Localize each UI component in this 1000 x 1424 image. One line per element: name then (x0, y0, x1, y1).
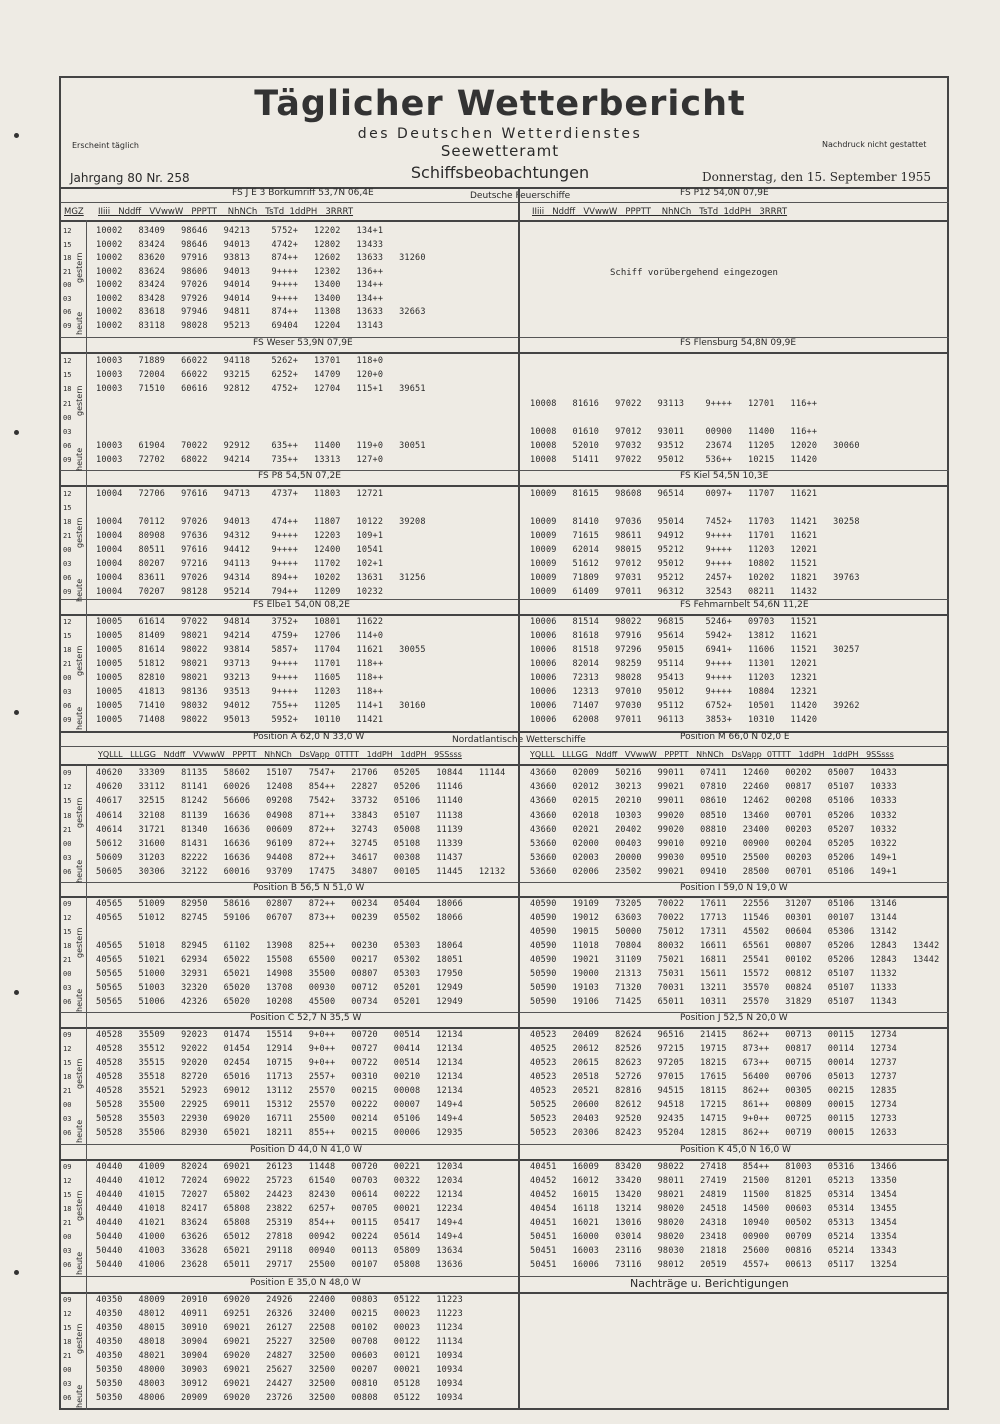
hour-label: 21 (63, 532, 72, 540)
hour-label: 00 (63, 546, 72, 554)
table-row: 40440 41009 82024 69021 26123 11448 00720 00221 12034 (96, 1162, 463, 1172)
hour-label: 03 (63, 1380, 72, 1388)
divider (60, 352, 949, 354)
table-row: 40565 51012 82745 59106 06707 873++ 00239 05502 18066 (96, 913, 463, 923)
table-row: 10008 01610 97012 93011 00900 11400 116++ (530, 427, 818, 437)
hour-label: 18 (63, 1073, 72, 1081)
hour-label: 12 (63, 783, 72, 792)
hour-label: 03 (63, 688, 72, 696)
hour-label: 00 (63, 281, 72, 289)
divider (60, 470, 949, 471)
table-row: 50590 19000 21313 75031 15611 15572 00812 05107 11332 (530, 969, 897, 979)
hour-label: 06 (63, 1261, 72, 1269)
hour-label: 03 (63, 428, 72, 436)
table-row: 40590 11018 70804 80032 16611 65561 00807 05206 12843 13442 (530, 941, 940, 951)
table-row: 50350 48006 20909 69020 23726 32500 00808 05122 10934 (96, 1393, 463, 1403)
table-row: 10004 83611 97026 94314 894++ 10202 13631 31256 (96, 573, 426, 583)
table-row: 50590 19103 71320 70031 13211 35570 00824 05107 11333 (530, 983, 897, 993)
table-row: 10002 83618 97946 94811 874++ 11308 13633 32663 (96, 307, 426, 317)
table-row: 53660 02006 23502 99021 09410 28500 00701 05106 149+1 (530, 867, 897, 878)
hour-label: 06 (63, 998, 72, 1006)
hour-label: 15 (63, 1191, 72, 1199)
divider (60, 1012, 949, 1013)
day-label-gestern: gestern (75, 252, 84, 283)
table-row: 10009 81410 97036 95014 7452+ 11703 11421 30258 (530, 517, 860, 527)
divider (60, 1159, 949, 1161)
day-label-gestern: gestern (75, 927, 84, 958)
table-row: 50350 48000 30903 69021 25627 32500 00207 00021 10934 (96, 1365, 463, 1375)
day-label-gestern: gestern (75, 645, 84, 676)
table-row: 10006 81514 98022 96815 5246+ 09703 11521 (530, 617, 818, 627)
hour-label: 09 (63, 588, 72, 596)
table-row: 50565 51000 32931 65021 14908 35500 00807 05303 17950 (96, 969, 463, 979)
hour-label: 03 (63, 1247, 72, 1255)
table-row: 40525 20612 82526 97215 19715 873++ 00817 00114 12734 (530, 1044, 897, 1054)
hour-label: 06 (63, 868, 72, 877)
table-row: 40452 16015 13420 98021 24819 11500 81825 05314 13454 (530, 1190, 897, 1200)
day-label-heute: heute (75, 859, 84, 883)
table-row: 50590 19106 71425 65011 10311 25570 31829 05107 11343 (530, 997, 897, 1007)
table-row: 40451 16021 13016 98020 24318 10940 00502 05313 13454 (530, 1218, 897, 1228)
table-row: 10003 61904 70022 92912 635++ 11400 119+0 30051 (96, 441, 426, 452)
column-header-nordatlantik-left: YQLLL LLLGG Nddff VVwwW PPPTT NhNCh DsVapp 0TTTT 1ddPH 1ddPH 9SSsss (98, 750, 462, 759)
table-row: 40565 51021 62934 65022 15508 65500 00217 05302 18051 (96, 955, 463, 965)
table-row: 40617 32515 81242 56606 09208 7542+ 33732 05106 11140 (96, 796, 463, 807)
divider (518, 187, 520, 1410)
table-row: 53660 02003 20000 99030 09510 25500 00203 05206 149+1 (530, 853, 897, 864)
day-label-heute: heute (75, 578, 84, 602)
hour-label: 00 (63, 1233, 72, 1241)
table-row: 10002 83624 98606 94013 9++++ 12302 136++ (96, 266, 384, 277)
hour-label: 03 (63, 1115, 72, 1123)
table-row: 40350 48009 20910 69020 24926 22400 00803 05122 11223 (96, 1295, 463, 1305)
ship-name-elbe1: FS Elbe1 54,0N 08,2E (253, 600, 350, 610)
divider (60, 1144, 949, 1145)
table-row: 50565 51003 32320 65020 13708 00930 00712 05201 12949 (96, 983, 463, 993)
hour-label: 18 (63, 811, 72, 820)
position-c-name: Position C 52,7 N 35,5 W (250, 1013, 362, 1023)
day-label-heute: heute (75, 988, 84, 1012)
table-row: 10004 80207 97216 94113 9++++ 11702 102+1 (96, 559, 384, 569)
day-label-gestern: gestern (75, 1190, 84, 1221)
table-row: 50565 51006 42326 65020 10208 45500 00734 05201 12949 (96, 997, 463, 1007)
table-row: 10004 80908 97636 94312 9++++ 12203 109+1 (96, 531, 384, 541)
hour-label: 09 (63, 1031, 72, 1039)
hour-label: 09 (63, 321, 72, 330)
hour-label: 21 (63, 956, 72, 964)
table-row: 50523 20306 82423 95204 12815 862++ 00719 00015 12633 (530, 1128, 897, 1138)
table-row: 40590 19012 63603 70022 17713 11546 00301 00107 13144 (530, 913, 897, 923)
table-row: 50609 31203 82222 16636 94408 872++ 34617 00308 11437 (96, 853, 463, 864)
ship-name-kiel: FS Kiel 54,5N 10,3E (680, 471, 769, 481)
hour-label: 06 (63, 574, 72, 582)
issue-date: Donnerstag, den 15. September 1955 (702, 170, 931, 184)
column-header-feuerschiffe-right: IIiii Nddff VVwwW PPPTT NhNCh TsTd 1ddPH 3RRRT (532, 207, 788, 217)
position-m-name: Position M 66,0 N 02,0 E (680, 732, 790, 742)
hour-label: 00 (63, 970, 72, 978)
office-name: Seewetteramt (440, 142, 560, 160)
hour-label: 21 (63, 1219, 72, 1227)
table-row: 40523 20615 82623 97205 18215 673++ 00715 00014 12737 (530, 1058, 897, 1068)
hour-label: 00 (63, 840, 72, 848)
divider (60, 220, 949, 222)
table-row: 10002 83424 98646 94013 4742+ 12802 13433 (96, 239, 384, 250)
table-row: 40350 48012 40911 69251 26326 32400 00215 00023 11223 (96, 1309, 463, 1319)
table-row: 10005 81409 98021 94214 4759+ 12706 114+0 (96, 631, 384, 641)
hour-label: 09 (63, 716, 72, 724)
divider (60, 202, 949, 203)
position-a-name: Position A 62,0 N 33,0 W (253, 732, 365, 742)
binder-hole (14, 1270, 19, 1275)
hour-label: 18 (63, 1205, 72, 1213)
binder-hole (14, 710, 19, 715)
section-title: Schiffsbeobachtungen (410, 163, 590, 182)
table-row: 50451 16006 73116 98012 20519 4557+ 00613 05117 13254 (530, 1260, 897, 1270)
table-row: 40528 35512 92022 01454 12914 9+0++ 00727 00414 12134 (96, 1044, 463, 1054)
table-row: 10002 83620 97916 93813 874++ 12602 13633 31260 (96, 253, 426, 263)
hour-label: 18 (63, 518, 72, 526)
hour-label: 21 (63, 267, 72, 276)
table-row: 10009 71615 98611 94912 9++++ 11701 11621 (530, 531, 818, 541)
table-row: 10009 71809 97031 95212 2457+ 10202 11821 39763 (530, 573, 860, 583)
hour-label: 12 (63, 1310, 72, 1318)
page-subtitle: des Deutschen Wetterdienstes (357, 126, 643, 142)
table-row: 50451 16003 23116 98030 21818 25600 00816 05214 13343 (530, 1246, 897, 1256)
table-row: 40454 16118 13214 98020 24518 14500 00603 05314 13455 (530, 1204, 897, 1214)
table-row: 50605 30306 32122 60016 93709 17475 34807 00105 11445 12132 (96, 867, 506, 878)
p12-status-note: Schiff vorübergehend eingezogen (610, 268, 778, 278)
day-label-gestern: gestern (75, 517, 84, 548)
table-row: 50525 20600 82612 94518 17215 861++ 00809 00015 12734 (530, 1100, 897, 1110)
hour-label: 00 (63, 1366, 72, 1374)
table-row: 10005 61614 97022 94814 3752+ 10801 11622 (96, 617, 384, 627)
hour-label: 12 (63, 1045, 72, 1053)
table-row: 10005 41813 98136 93513 9++++ 11203 118++ (96, 687, 384, 697)
hour-label: 00 (63, 674, 72, 682)
table-row: 40440 41015 72027 65802 24423 82430 00614 00222 12134 (96, 1190, 463, 1200)
table-row: 40590 19021 31109 75021 16811 25541 00102 05206 12843 13442 (530, 955, 940, 965)
table-row: 10008 51411 97022 95012 536++ 10215 11420 (530, 455, 818, 466)
divider (60, 731, 949, 733)
table-row: 10008 81616 97022 93113 9++++ 12701 116++ (530, 398, 818, 409)
hour-label: 15 (63, 632, 72, 640)
ship-name-fehmarnbelt: FS Fehmarnbelt 54,6N 11,2E (680, 600, 809, 610)
nachtraege-heading: Nachträge u. Berichtigungen (630, 1277, 789, 1290)
hour-label: 21 (63, 1352, 72, 1360)
table-row: 10003 72004 66022 93215 6252+ 14709 120+0 (96, 370, 384, 381)
hour-label: 03 (63, 854, 72, 863)
hour-label: 12 (63, 490, 72, 498)
divider (60, 1276, 949, 1277)
hour-label: 06 (63, 442, 72, 451)
hour-label: 18 (63, 1338, 72, 1346)
table-row: 10004 80511 97616 94412 9++++ 12400 10541 (96, 545, 384, 555)
divider (60, 882, 949, 883)
table-row: 50528 35506 82930 65021 18211 855++ 00215 00006 12935 (96, 1128, 463, 1138)
hour-label: 15 (63, 797, 72, 806)
day-label-gestern: gestern (75, 1323, 84, 1354)
hour-label: 09 (63, 1296, 72, 1304)
column-header-nordatlantik-right: YQLLL LLLGG Nddff VVwwW PPPTT NhNCh DsVapp 0TTTT 1ddPH 1ddPH 9SSsss (530, 750, 894, 759)
table-row: 10005 51812 98021 93713 9++++ 11701 118++ (96, 659, 384, 669)
table-row: 40523 20521 82816 94515 18115 862++ 00305 00215 12835 (530, 1086, 897, 1096)
table-row: 10005 71410 98032 94012 755++ 11205 114+1 30160 (96, 701, 426, 711)
table-row: 40620 33112 81141 60026 12408 854++ 22827 05206 11146 (96, 782, 463, 793)
hour-label: 12 (63, 227, 72, 235)
copyright-note: Nachdruck nicht gestattet (822, 140, 927, 149)
position-e-name: Position E 35,0 N 48,0 W (250, 1278, 361, 1288)
deutsche-feuerschiffe-label: Deutsche Feuerschiffe (470, 191, 571, 201)
table-row: 40528 35509 92023 01474 15514 9+0++ 00720 00514 12134 (96, 1030, 463, 1040)
hour-label: 12 (63, 357, 72, 365)
day-label-heute: heute (75, 1384, 84, 1408)
table-row: 10009 81615 98608 96514 0097+ 11707 11621 (530, 489, 818, 499)
hour-label: 00 (63, 413, 72, 422)
table-row: 50528 35503 22930 69020 16711 25500 00214 05106 149+4 (96, 1114, 463, 1124)
day-label-heute: heute (75, 706, 84, 730)
column-header-feuerschiffe-left: IIiii Nddff VVwwW PPPTT NhNCh TsTd 1ddPH 3RRRT (98, 207, 354, 217)
table-row: 50523 20403 92520 92435 14715 9+0++ 00725 00115 12733 (530, 1114, 897, 1124)
divider (60, 1292, 949, 1294)
hour-label: 21 (63, 660, 72, 668)
table-row: 40523 20409 82624 96516 21415 862++ 00713 00115 12734 (530, 1030, 897, 1040)
position-b-name: Position B 56,5 N 51,0 W (253, 883, 365, 893)
table-row: 50440 41003 33628 65021 29118 00940 00113 05809 13634 (96, 1246, 463, 1256)
hour-label: 21 (63, 825, 72, 834)
hour-label: 15 (63, 371, 72, 380)
table-row: 40523 20518 52726 97015 17615 56400 00706 05013 12737 (530, 1072, 897, 1082)
table-row: 10006 81618 97916 95614 5942+ 13812 11621 (530, 631, 818, 641)
table-row: 40350 48015 30910 69021 26127 22508 00102 00023 11234 (96, 1323, 463, 1333)
table-row: 40565 51009 82950 58616 02807 872++ 00234 05404 18066 (96, 899, 463, 909)
table-row: 10009 51612 97012 95012 9++++ 10802 11521 (530, 559, 818, 569)
table-row: 40440 41012 72024 69022 25723 61540 00703 00322 12034 (96, 1176, 463, 1186)
table-row: 10006 72313 98028 95413 9++++ 11203 12321 (530, 673, 818, 683)
divider (60, 764, 949, 766)
table-row: 43660 02018 10303 99020 08510 13460 00701 05206 10332 (530, 810, 897, 821)
table-row: 40590 19109 73205 70022 17611 22556 31207 05106 13146 (530, 899, 897, 909)
divider (86, 220, 87, 731)
divider (60, 187, 949, 189)
hour-label: 21 (63, 399, 72, 408)
hour-label: 18 (63, 942, 72, 950)
table-row: 10009 61409 97011 96312 32543 08211 11432 (530, 587, 818, 597)
table-row: 50528 35500 22925 69011 15312 25570 00222 00007 149+4 (96, 1100, 463, 1110)
table-row: 43660 02009 50216 99011 07411 12460 00202 05007 10433 (530, 768, 897, 778)
hour-label: 15 (63, 240, 72, 249)
nordatlantik-label: Nordatlantische Wetterschiffe (452, 735, 586, 745)
day-label-gestern: gestern (75, 385, 84, 416)
table-row: 10005 82810 98021 93213 9++++ 11605 118++ (96, 673, 384, 683)
hour-label: 09 (63, 900, 72, 908)
hour-label: 15 (63, 1324, 72, 1332)
table-row: 40528 35515 92020 02454 10715 9+0++ 00722 00514 12134 (96, 1058, 463, 1068)
table-row: 50451 16000 03014 98020 23418 00900 00709 05214 13354 (530, 1232, 897, 1242)
hour-label: 12 (63, 618, 72, 626)
table-row: 53660 02000 00403 99010 09210 00900 00204 05205 10322 (530, 839, 897, 849)
table-row: 10005 81614 98022 93814 5857+ 11704 11621 30055 (96, 645, 426, 655)
day-label-heute: heute (75, 311, 84, 335)
table-row: 50612 31600 81431 16636 96109 872++ 32745 05108 11339 (96, 839, 463, 849)
binder-hole (14, 430, 19, 435)
table-row: 40614 32108 81139 16636 04908 871++ 33843 05107 11138 (96, 810, 463, 821)
ship-name-flensburg: FS Flensburg 54,8N 09,9E (680, 338, 797, 348)
ship-name-p12: FS P12 54,0N 07,9E (680, 188, 769, 198)
table-row: 10006 82014 98259 95114 9++++ 11301 12021 (530, 659, 818, 669)
publication-note: Erscheint täglich (72, 141, 139, 150)
table-row: 10002 83409 98646 94213 5752+ 12202 134+1 (96, 226, 384, 236)
table-row: 40440 41021 83624 65808 25319 854++ 00115 05417 149+4 (96, 1218, 463, 1228)
table-row: 40528 35518 82720 65016 11713 2557+ 00310 00210 12134 (96, 1072, 463, 1082)
day-label-heute: heute (75, 1119, 84, 1143)
hour-label: 06 (63, 1129, 72, 1137)
page-title: Täglicher Wetterbericht (254, 84, 746, 124)
day-label-heute: heute (75, 1251, 84, 1275)
hour-label: 06 (63, 702, 72, 710)
table-row: 10002 83428 97926 94014 9++++ 13400 134++ (96, 293, 384, 304)
ship-name-p8: FS P8 54,5N 07,2E (258, 471, 341, 481)
position-j-name: Position J 52,5 N 20,0 W (680, 1013, 788, 1023)
hour-label: 06 (63, 308, 72, 316)
hour-label: 09 (63, 769, 72, 777)
table-row: 10004 70207 98128 95214 794++ 11209 10232 (96, 587, 384, 597)
table-row: 40528 35521 52923 69012 13112 25570 00215 00008 12134 (96, 1086, 463, 1096)
table-row: 43660 02015 20210 99011 08610 12462 00208 05106 10333 (530, 796, 897, 807)
position-i-name: Position I 59,0 N 19,0 W (680, 883, 788, 893)
table-row: 10005 71408 98022 95013 5952+ 10110 11421 (96, 715, 384, 725)
table-row: 40350 48018 30904 69021 25227 32500 00708 00122 11134 (96, 1337, 463, 1347)
hour-label: 12 (63, 914, 72, 922)
table-row: 10006 81518 97296 95015 6941+ 11606 11521 30257 (530, 645, 860, 655)
table-row: 10009 62014 98015 95212 9++++ 11203 12021 (530, 545, 818, 555)
hour-label: 06 (63, 1394, 72, 1402)
hour-label: 15 (63, 504, 72, 512)
table-row: 10006 71407 97030 95112 6752+ 10501 11420 39262 (530, 701, 860, 711)
table-row: 10002 83118 98028 95213 69404 12204 13143 (96, 320, 384, 331)
table-row: 10003 72702 68022 94214 735++ 13313 127+0 (96, 455, 384, 466)
column-header-mgz: MGZ (64, 207, 84, 217)
table-row: 40590 19015 50000 75012 17311 45502 00604 05306 13142 (530, 927, 897, 937)
divider (60, 746, 949, 747)
position-d-name: Position D 44,0 N 41,0 W (250, 1145, 362, 1155)
day-label-gestern: gestern (75, 1058, 84, 1089)
hour-label: 09 (63, 456, 72, 465)
table-row: 10003 71510 60616 92812 4752+ 12704 115+1 39651 (96, 384, 426, 395)
divider (60, 614, 949, 616)
table-row: 40565 51018 82945 61102 13908 825++ 00230 05303 18064 (96, 941, 463, 951)
table-row: 10003 71889 66022 94118 5262+ 13701 118+0 (96, 356, 384, 366)
position-k-name: Position K 45,0 N 16,0 W (680, 1145, 791, 1155)
hour-label: 15 (63, 928, 72, 936)
hour-label: 18 (63, 646, 72, 654)
divider (60, 896, 949, 898)
hour-label: 15 (63, 1059, 72, 1067)
table-row: 10004 72706 97616 94713 4737+ 11803 12721 (96, 489, 384, 499)
table-row: 40620 33309 81135 58602 15107 7547+ 21706 05205 10844 11144 (96, 768, 506, 778)
binder-hole (14, 990, 19, 995)
table-row: 50440 41006 23628 65011 29717 25500 00107 05808 13636 (96, 1260, 463, 1270)
day-label-gestern: gestern (75, 797, 84, 828)
volume-number: Jahrgang 80 Nr. 258 (70, 171, 190, 185)
divider (60, 485, 949, 487)
table-row: 40452 16012 33420 98011 27419 21500 81201 05213 13350 (530, 1176, 897, 1186)
divider (60, 599, 949, 600)
table-row: 40614 31721 81340 16636 00609 872++ 32743 05008 11139 (96, 824, 463, 835)
divider (60, 1027, 949, 1029)
hour-label: 18 (63, 385, 72, 394)
divider (86, 764, 87, 1410)
hour-label: 21 (63, 1087, 72, 1095)
hour-label: 12 (63, 1177, 72, 1185)
table-row: 10002 83424 97026 94014 9++++ 13400 134++ (96, 280, 384, 290)
table-row: 10006 12313 97010 95012 9++++ 10804 12321 (530, 687, 818, 697)
hour-label: 03 (63, 560, 72, 568)
hour-label: 03 (63, 984, 72, 992)
table-row: 50350 48003 30912 69021 24427 32500 00810 05128 10934 (96, 1379, 463, 1389)
table-row: 10006 62008 97011 96113 3853+ 10310 11420 (530, 715, 818, 725)
table-row: 43660 02021 20402 99020 08810 23400 00203 05207 10332 (530, 824, 897, 835)
table-row: 40350 48021 30904 69020 24827 32500 00603 00121 10934 (96, 1351, 463, 1361)
table-row: 40451 16009 83420 98022 27418 854++ 81003 05316 13466 (530, 1162, 897, 1172)
day-label-heute: heute (75, 447, 84, 471)
ship-name-weser: FS Weser 53,9N 07,9E (253, 338, 353, 348)
hour-label: 00 (63, 1101, 72, 1109)
hour-label: 09 (63, 1163, 72, 1171)
table-row: 50440 41000 63626 65012 27818 00942 00224 05614 149+4 (96, 1232, 463, 1242)
table-row: 10004 70112 97026 94013 474++ 11807 10122 39208 (96, 517, 426, 527)
divider (60, 337, 949, 338)
table-row: 10008 52010 97032 93512 23674 11205 12020 30060 (530, 441, 860, 452)
table-row: 40440 41018 82417 65808 23822 6257+ 00705 00021 12234 (96, 1204, 463, 1214)
ship-name-borkumriff: FS J E 3 Borkumriff 53,7N 06,4E (232, 188, 374, 198)
hour-label: 18 (63, 254, 72, 262)
hour-label: 03 (63, 294, 72, 303)
table-row: 43660 02012 30213 99021 07810 22460 00817 05107 10333 (530, 782, 897, 793)
